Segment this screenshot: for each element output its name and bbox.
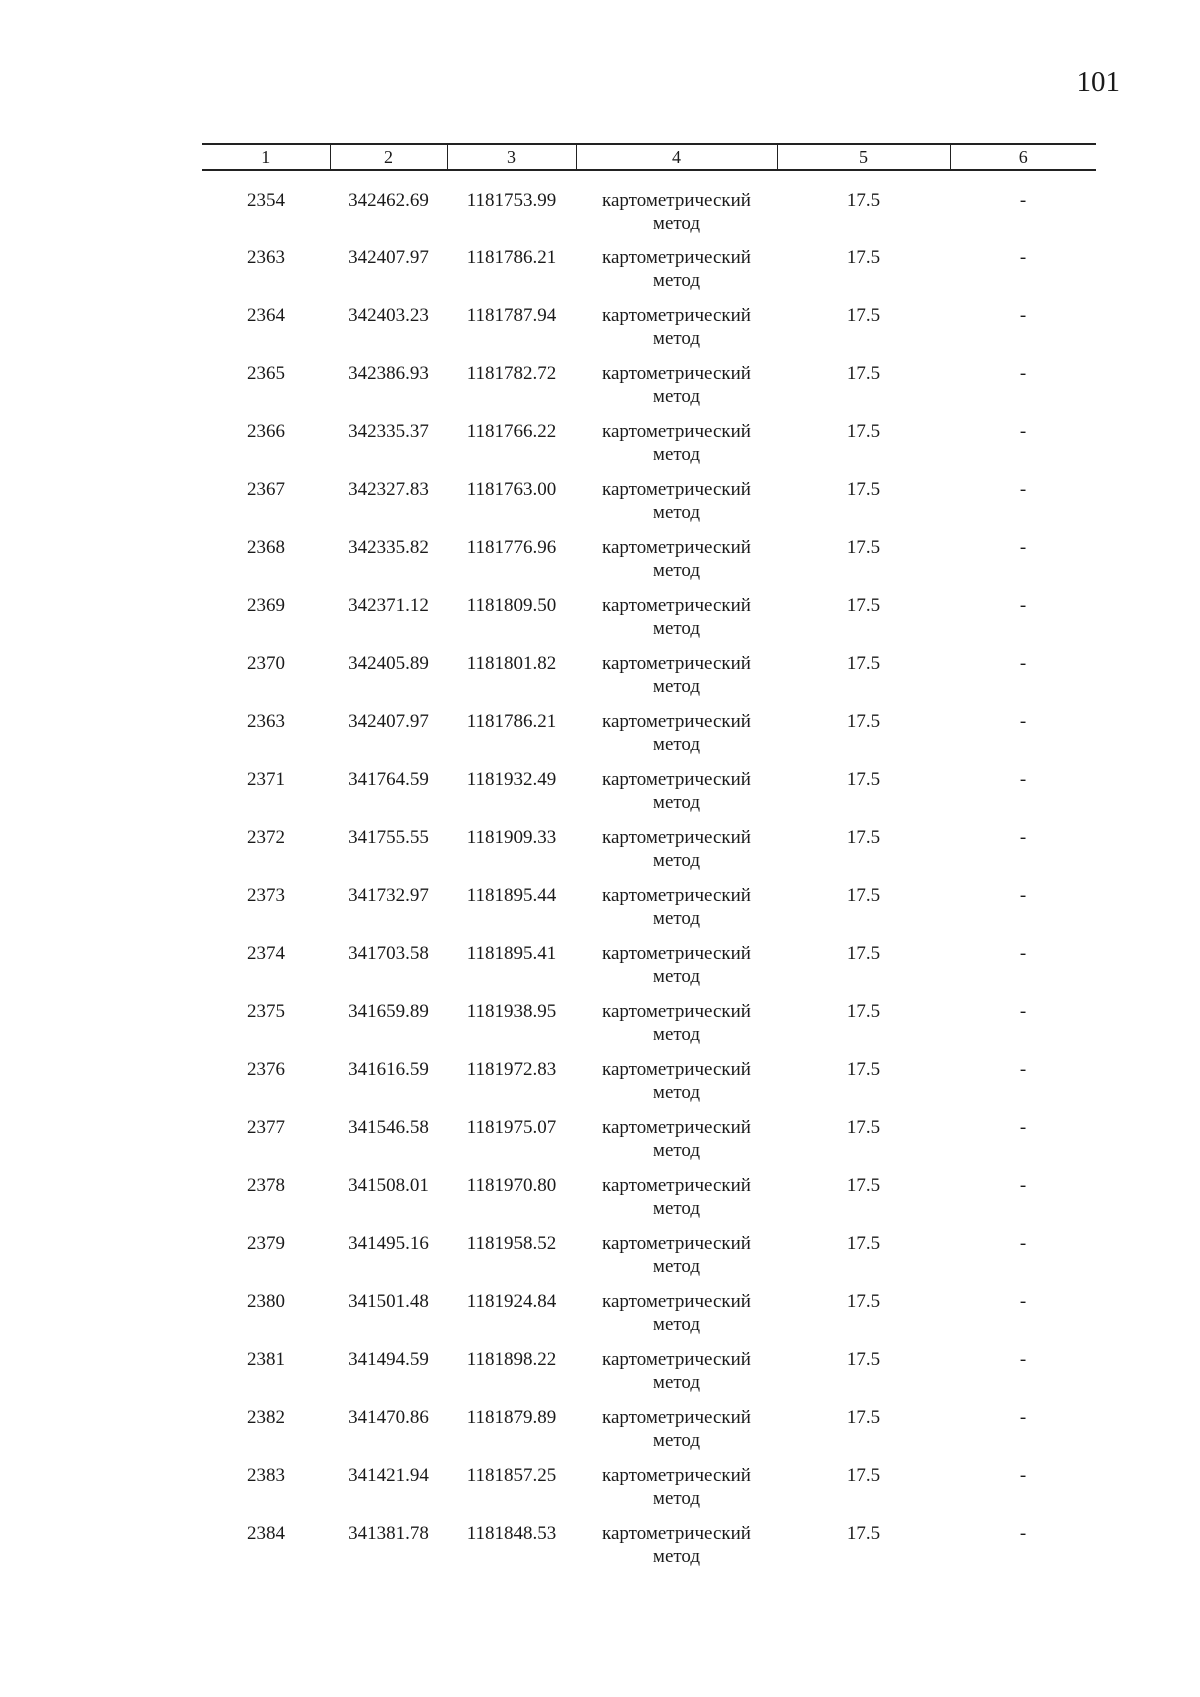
method-line-2: метод	[652, 966, 701, 987]
point-id-cell: 2369	[247, 595, 285, 616]
note-cell: -	[1019, 1233, 1027, 1254]
accuracy-cell: 17.5	[846, 1117, 881, 1138]
table-row	[202, 1232, 1096, 1290]
x-coordinate-cell: 342407.97	[348, 711, 429, 732]
x-coordinate-cell: 342405.89	[348, 653, 429, 674]
y-coordinate-cell: 1181909.33	[466, 827, 557, 848]
accuracy-cell: 17.5	[846, 537, 881, 558]
x-coordinate-cell: 341755.55	[348, 827, 429, 848]
method-line-1: картометрический	[602, 1523, 751, 1544]
note-cell: -	[1019, 943, 1027, 964]
x-coordinate-cell: 342407.97	[348, 247, 429, 268]
table-row	[202, 362, 1096, 420]
method-cell	[576, 768, 777, 826]
point-id-cell: 2375	[247, 1001, 285, 1022]
point-id-cell: 2364	[247, 305, 285, 326]
method-line-2: метод	[652, 1082, 701, 1103]
accuracy-cell: 17.5	[846, 421, 881, 442]
point-id-cell: 2383	[247, 1465, 285, 1486]
note-cell: -	[1019, 363, 1027, 384]
method-line-2: метод	[652, 444, 701, 465]
point-id-cell: 2372	[247, 827, 285, 848]
table-row	[202, 710, 1096, 768]
y-coordinate-cell: 1181970.80	[466, 1175, 557, 1196]
accuracy-cell: 17.5	[846, 305, 881, 326]
x-coordinate-cell: 341494.59	[348, 1349, 429, 1370]
x-coordinate-cell: 342371.12	[348, 595, 429, 616]
x-coordinate-cell: 341381.78	[348, 1523, 429, 1544]
method-line-2: метод	[652, 850, 701, 871]
x-coordinate-cell: 342335.82	[348, 537, 429, 558]
table-row	[202, 1290, 1096, 1348]
method-line-2: метод	[652, 328, 701, 349]
accuracy-cell: 17.5	[846, 711, 881, 732]
x-coordinate-cell: 341546.58	[348, 1117, 429, 1138]
note-cell: -	[1019, 190, 1027, 211]
method-cell	[576, 1464, 777, 1522]
note-cell: -	[1019, 1175, 1027, 1196]
accuracy-cell: 17.5	[846, 1523, 881, 1544]
method-cell	[576, 942, 777, 1000]
method-line-1: картометрический	[602, 1465, 751, 1486]
method-cell	[576, 246, 777, 304]
point-id-cell: 2382	[247, 1407, 285, 1428]
accuracy-cell: 17.5	[846, 943, 881, 964]
y-coordinate-cell: 1181898.22	[466, 1349, 557, 1370]
method-cell	[576, 884, 777, 942]
table-row	[202, 304, 1096, 362]
x-coordinate-cell: 341616.59	[348, 1059, 429, 1080]
point-id-cell: 2380	[247, 1291, 285, 1312]
method-line-1: картометрический	[602, 1059, 751, 1080]
point-id-cell: 2366	[247, 421, 285, 442]
note-cell: -	[1019, 653, 1027, 674]
method-cell	[576, 170, 777, 246]
y-coordinate-cell: 1181975.07	[466, 1117, 557, 1138]
method-line-2: метод	[652, 676, 701, 697]
table-row	[202, 1174, 1096, 1232]
method-cell	[576, 1116, 777, 1174]
point-id-cell: 2381	[247, 1349, 285, 1370]
table-row	[202, 1058, 1096, 1116]
accuracy-cell: 17.5	[846, 885, 881, 906]
point-id-cell: 2379	[247, 1233, 285, 1254]
method-line-1: картометрический	[602, 421, 751, 442]
accuracy-cell: 17.5	[846, 1233, 881, 1254]
method-line-1: картометрический	[602, 537, 751, 558]
method-cell	[576, 478, 777, 536]
note-cell: -	[1019, 1349, 1027, 1370]
method-line-2: метод	[652, 618, 701, 639]
point-id-cell: 2377	[247, 1117, 285, 1138]
x-coordinate-cell: 341703.58	[348, 943, 429, 964]
method-cell	[576, 652, 777, 710]
y-coordinate-cell: 1181895.41	[466, 943, 557, 964]
method-line-2: метод	[652, 1024, 701, 1045]
accuracy-cell: 17.5	[846, 1001, 881, 1022]
point-id-cell: 2384	[247, 1523, 285, 1544]
method-line-1: картометрический	[602, 1117, 751, 1138]
y-coordinate-cell: 1181786.21	[466, 711, 557, 732]
note-cell: -	[1019, 421, 1027, 442]
method-cell	[576, 1522, 777, 1580]
table-row	[202, 652, 1096, 710]
method-cell	[576, 1000, 777, 1058]
column-header-2: 2	[330, 144, 447, 170]
accuracy-cell: 17.5	[846, 1407, 881, 1428]
method-line-2: метод	[652, 792, 701, 813]
method-cell	[576, 1058, 777, 1116]
method-cell	[576, 420, 777, 478]
method-cell	[576, 1174, 777, 1232]
method-line-1: картометрический	[602, 885, 751, 906]
column-header-4: 4	[576, 144, 777, 170]
table-body	[202, 170, 1096, 1580]
note-cell: -	[1019, 1291, 1027, 1312]
note-cell: -	[1019, 537, 1027, 558]
y-coordinate-cell: 1181938.95	[466, 1001, 557, 1022]
point-id-cell: 2376	[247, 1059, 285, 1080]
method-line-2: метод	[652, 1314, 701, 1335]
table-row	[202, 594, 1096, 652]
note-cell: -	[1019, 1001, 1027, 1022]
table-row	[202, 1348, 1096, 1406]
table-row	[202, 884, 1096, 942]
method-line-2: метод	[652, 1430, 701, 1451]
accuracy-cell: 17.5	[846, 479, 881, 500]
method-cell	[576, 1348, 777, 1406]
table-row	[202, 768, 1096, 826]
method-cell	[576, 1290, 777, 1348]
accuracy-cell: 17.5	[846, 827, 881, 848]
table-row	[202, 170, 1096, 246]
method-line-2: метод	[652, 1198, 701, 1219]
method-line-1: картометрический	[602, 190, 751, 211]
method-line-1: картометрический	[602, 943, 751, 964]
method-line-1: картометрический	[602, 305, 751, 326]
x-coordinate-cell: 341508.01	[348, 1175, 429, 1196]
x-coordinate-cell: 341421.94	[348, 1465, 429, 1486]
x-coordinate-cell: 341732.97	[348, 885, 429, 906]
table-header	[202, 144, 1096, 170]
y-coordinate-cell: 1181879.89	[466, 1407, 557, 1428]
note-cell: -	[1019, 827, 1027, 848]
method-cell	[576, 710, 777, 768]
accuracy-cell: 17.5	[846, 1059, 881, 1080]
coordinates-table	[202, 143, 1096, 1580]
x-coordinate-cell: 341764.59	[348, 769, 429, 790]
note-cell: -	[1019, 1523, 1027, 1544]
method-line-1: картометрический	[602, 827, 751, 848]
note-cell: -	[1019, 1117, 1027, 1138]
accuracy-cell: 17.5	[846, 653, 881, 674]
method-line-1: картометрический	[602, 1233, 751, 1254]
point-id-cell: 2363	[247, 711, 285, 732]
y-coordinate-cell: 1181848.53	[466, 1523, 557, 1544]
method-line-1: картометрический	[602, 1407, 751, 1428]
method-line-1: картометрический	[602, 363, 751, 384]
point-id-cell: 2354	[247, 190, 285, 211]
point-id-cell: 2367	[247, 479, 285, 500]
point-id-cell: 2378	[247, 1175, 285, 1196]
x-coordinate-cell: 341470.86	[348, 1407, 429, 1428]
x-coordinate-cell: 341495.16	[348, 1233, 429, 1254]
method-line-1: картометрический	[602, 653, 751, 674]
note-cell: -	[1019, 885, 1027, 906]
table-row	[202, 1522, 1096, 1580]
y-coordinate-cell: 1181809.50	[466, 595, 557, 616]
y-coordinate-cell: 1181787.94	[466, 305, 557, 326]
method-line-2: метод	[652, 1256, 701, 1277]
y-coordinate-cell: 1181782.72	[466, 363, 557, 384]
x-coordinate-cell: 342403.23	[348, 305, 429, 326]
x-coordinate-cell: 342462.69	[348, 190, 429, 211]
table-row	[202, 1464, 1096, 1522]
table-row	[202, 826, 1096, 884]
method-line-1: картометрический	[602, 479, 751, 500]
method-cell	[576, 1232, 777, 1290]
column-header-3: 3	[447, 144, 576, 170]
y-coordinate-cell: 1181776.96	[466, 537, 557, 558]
method-line-2: метод	[652, 734, 701, 755]
y-coordinate-cell: 1181753.99	[466, 190, 557, 211]
method-line-2: метод	[652, 1140, 701, 1161]
note-cell: -	[1019, 769, 1027, 790]
method-cell	[576, 304, 777, 362]
accuracy-cell: 17.5	[846, 1465, 881, 1486]
table-row	[202, 1116, 1096, 1174]
table-row	[202, 1406, 1096, 1464]
accuracy-cell: 17.5	[846, 1175, 881, 1196]
accuracy-cell: 17.5	[846, 769, 881, 790]
x-coordinate-cell: 341659.89	[348, 1001, 429, 1022]
method-line-1: картометрический	[602, 247, 751, 268]
method-line-1: картометрический	[602, 1349, 751, 1370]
method-line-2: метод	[652, 386, 701, 407]
point-id-cell: 2370	[247, 653, 285, 674]
method-line-1: картометрический	[602, 1001, 751, 1022]
method-cell	[576, 536, 777, 594]
accuracy-cell: 17.5	[846, 247, 881, 268]
method-line-2: метод	[652, 560, 701, 581]
header-row	[202, 144, 1096, 170]
y-coordinate-cell: 1181801.82	[466, 653, 557, 674]
method-line-2: метод	[652, 502, 701, 523]
column-header-1: 1	[202, 144, 330, 170]
method-cell	[576, 1406, 777, 1464]
accuracy-cell: 17.5	[846, 190, 881, 211]
column-header-5: 5	[777, 144, 950, 170]
method-line-1: картометрический	[602, 769, 751, 790]
x-coordinate-cell: 341501.48	[348, 1291, 429, 1312]
note-cell: -	[1019, 1465, 1027, 1486]
method-line-1: картометрический	[602, 1175, 751, 1196]
accuracy-cell: 17.5	[846, 595, 881, 616]
point-id-cell: 2365	[247, 363, 285, 384]
page-number: 101	[1076, 66, 1120, 98]
method-line-2: метод	[652, 1488, 701, 1509]
table-row	[202, 246, 1096, 304]
accuracy-cell: 17.5	[846, 363, 881, 384]
note-cell: -	[1019, 1059, 1027, 1080]
accuracy-cell: 17.5	[846, 1349, 881, 1370]
note-cell: -	[1019, 305, 1027, 326]
table-row	[202, 1000, 1096, 1058]
note-cell: -	[1019, 247, 1027, 268]
y-coordinate-cell: 1181857.25	[466, 1465, 557, 1486]
point-id-cell: 2373	[247, 885, 285, 906]
note-cell: -	[1019, 1407, 1027, 1428]
table-row	[202, 420, 1096, 478]
y-coordinate-cell: 1181932.49	[466, 769, 557, 790]
x-coordinate-cell: 342386.93	[348, 363, 429, 384]
x-coordinate-cell: 342327.83	[348, 479, 429, 500]
method-line-2: метод	[652, 270, 701, 291]
note-cell: -	[1019, 711, 1027, 732]
point-id-cell: 2374	[247, 943, 285, 964]
point-id-cell: 2368	[247, 537, 285, 558]
y-coordinate-cell: 1181763.00	[466, 479, 557, 500]
method-line-2: метод	[652, 908, 701, 929]
y-coordinate-cell: 1181958.52	[466, 1233, 557, 1254]
method-line-2: метод	[652, 213, 701, 234]
method-line-1: картометрический	[602, 711, 751, 732]
table-row	[202, 536, 1096, 594]
y-coordinate-cell: 1181766.22	[466, 421, 557, 442]
method-line-1: картометрический	[602, 1291, 751, 1312]
table-row	[202, 478, 1096, 536]
note-cell: -	[1019, 595, 1027, 616]
method-cell	[576, 362, 777, 420]
y-coordinate-cell: 1181924.84	[466, 1291, 557, 1312]
table-row	[202, 942, 1096, 1000]
x-coordinate-cell: 342335.37	[348, 421, 429, 442]
method-line-2: метод	[652, 1546, 701, 1567]
y-coordinate-cell: 1181972.83	[466, 1059, 557, 1080]
method-line-2: метод	[652, 1372, 701, 1393]
y-coordinate-cell: 1181786.21	[466, 247, 557, 268]
y-coordinate-cell: 1181895.44	[466, 885, 557, 906]
point-id-cell: 2371	[247, 769, 285, 790]
method-cell	[576, 594, 777, 652]
accuracy-cell: 17.5	[846, 1291, 881, 1312]
column-header-6: 6	[950, 144, 1096, 170]
method-line-1: картометрический	[602, 595, 751, 616]
method-cell	[576, 826, 777, 884]
note-cell: -	[1019, 479, 1027, 500]
point-id-cell: 2363	[247, 247, 285, 268]
